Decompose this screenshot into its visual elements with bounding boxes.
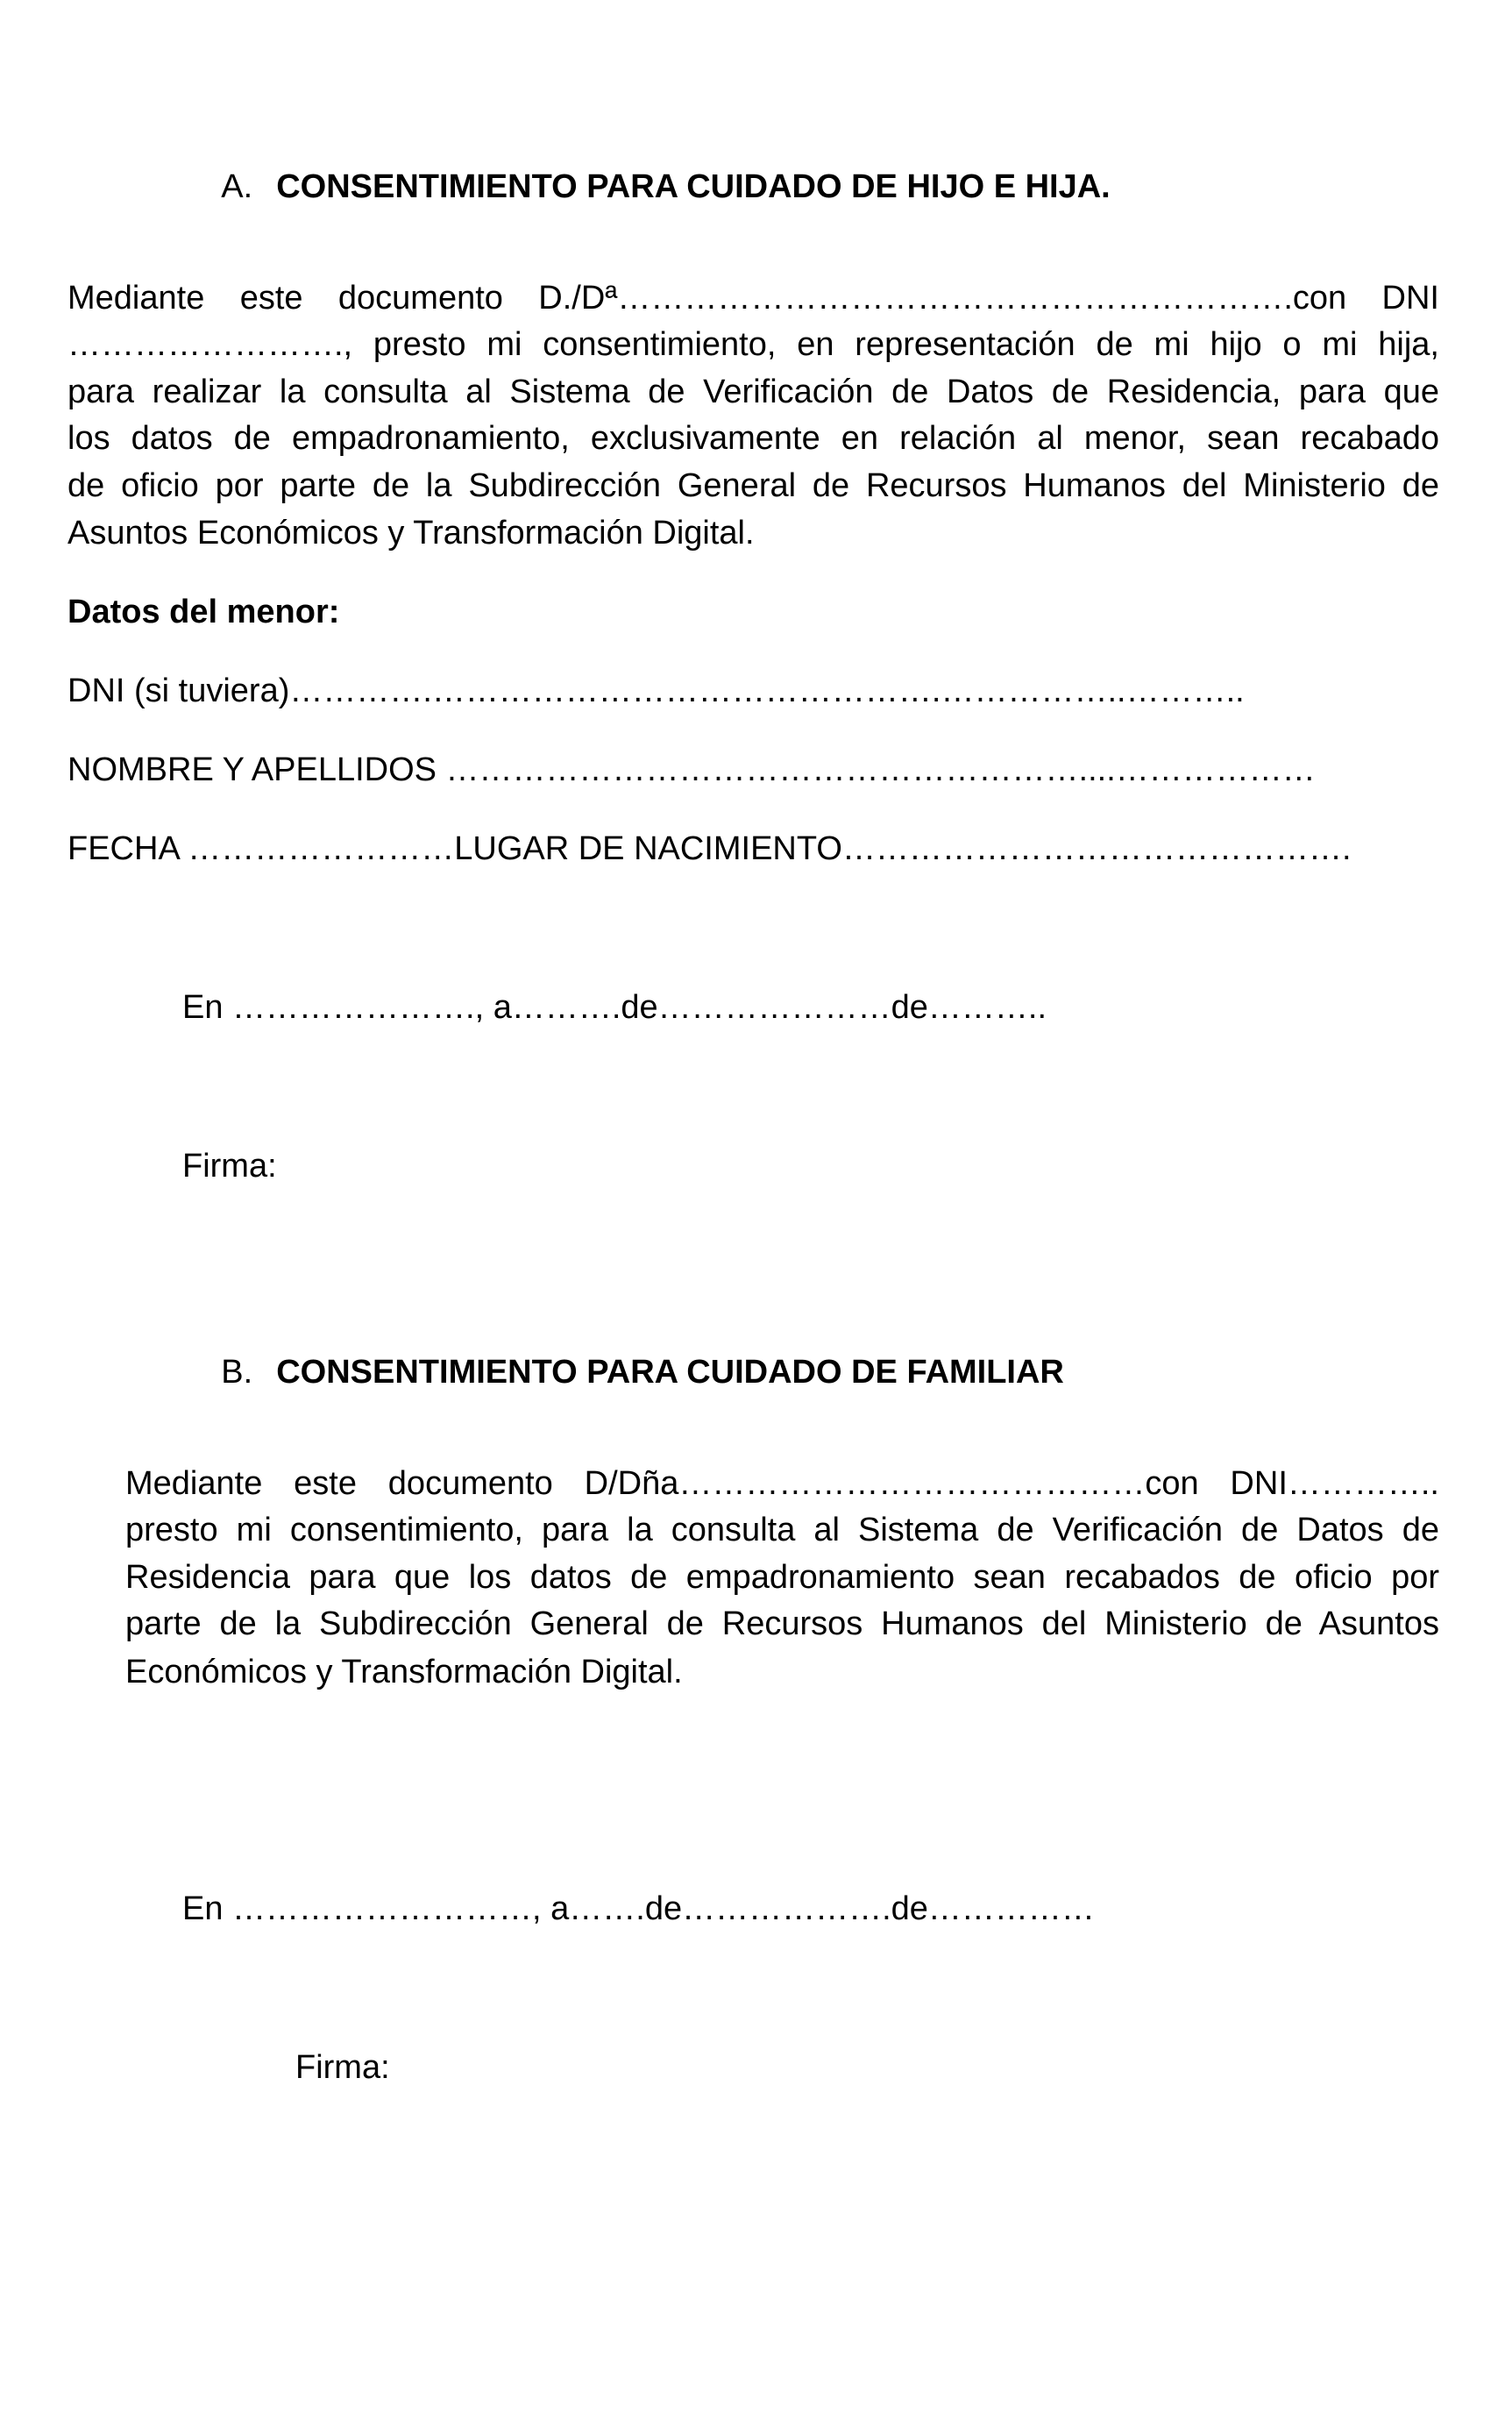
section-b-letter: B.	[221, 1354, 253, 1391]
minor-dni-field: DNI (si tuviera)………….……………………………………….……………..………..	[67, 673, 1245, 709]
section-b-signature: Firma:	[295, 2049, 390, 2086]
section-a-line-6: Asuntos Económicos y Transformación Digital.	[67, 515, 755, 552]
section-a-line-5: de oficio por parte de la Subdirección General de Recursos Humanos del Ministerio de	[67, 467, 1439, 504]
section-b-line-3: Residencia para que los datos de empadronamiento sean recabados de oficio por	[125, 1559, 1439, 1596]
section-a-line-2: ……………………., presto mi consentimiento, en representación de mi hijo o mi hija,	[67, 326, 1439, 363]
section-b-title: CONSENTIMIENTO PARA CUIDADO DE FAMILIAR	[276, 1354, 1064, 1391]
section-b-line-1: Mediante este documento D/Dña……………………………………con DNI…………..	[125, 1465, 1439, 1502]
section-a-line-4: los datos de empadronamiento, exclusivamente en relación al menor, sean recabado	[67, 420, 1439, 457]
section-b-line-5: Económicos y Transformación Digital.	[125, 1654, 683, 1690]
section-a-letter: A.	[221, 168, 253, 205]
section-a-title: CONSENTIMIENTO PARA CUIDADO DE HIJO E HIJA.	[276, 168, 1111, 205]
section-a-place-date: En …………………., a……….de…………………de………..	[182, 989, 1047, 1026]
section-a-heading	[184, 116, 1111, 258]
section-a-signature: Firma:	[182, 1148, 277, 1185]
section-b-place-date: En ………………………, a…….de……………….de……………	[182, 1890, 1095, 1927]
section-a-line-3: para realizar la consulta al Sistema de Verificación de Datos de Residencia, para que	[67, 374, 1439, 410]
section-a-line-1: Mediante este documento D./Dª…………………………………………………….con DNI	[67, 280, 1439, 317]
minor-name-field: NOMBRE Y APELLIDOS …………………………………………………....………………	[67, 751, 1316, 788]
section-b-heading	[184, 1301, 1064, 1443]
minor-data-heading: Datos del menor:	[67, 594, 340, 630]
minor-birth-field: FECHA ……………………LUGAR DE NACIMIENTO……………………………………….	[67, 830, 1352, 867]
section-b-line-4: parte de la Subdirección General de Recursos Humanos del Ministerio de Asuntos	[125, 1605, 1439, 1642]
section-b-line-2: presto mi consentimiento, para la consulta al Sistema de Verificación de Datos de	[125, 1512, 1439, 1548]
